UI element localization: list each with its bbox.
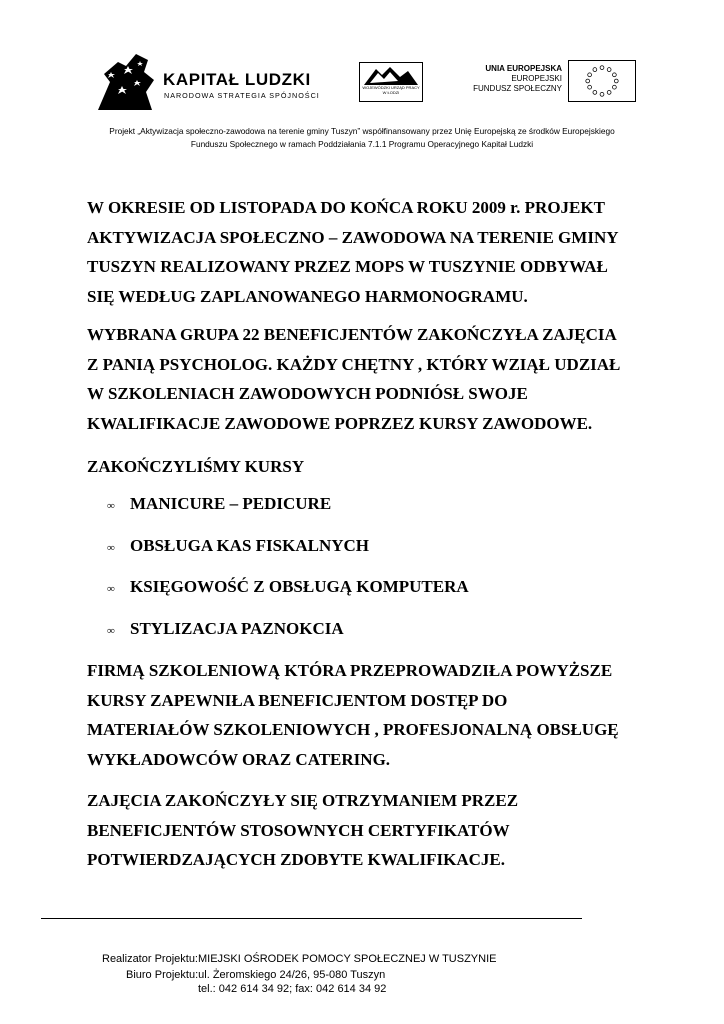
paragraph-3 bbox=[87, 656, 619, 774]
contact-line: tel.: 042 614 34 92; fax: 042 614 34 92 bbox=[198, 983, 387, 995]
bullet-icon: ∞ bbox=[107, 583, 115, 595]
paragraph-line: Z PANIĄ PSYCHOLOG. KAŻDY CHĘTNY , KTÓRY WZIĄŁ UDZIAŁ bbox=[87, 354, 621, 374]
kapital-ludzki-subtitle: NARODOWA STRATEGIA SPÓJNOŚCI bbox=[164, 91, 320, 100]
paragraph-line: KURSY ZAPEWNIŁA BENEFICJENTOM DOSTĘP DO bbox=[87, 690, 508, 710]
biuro-label: Biuro Projektu: bbox=[126, 969, 199, 981]
paragraph-line: WYBRANA GRUPA 22 BENEFICJENTÓW ZAKOŃCZYŁA ZAJĘCIA bbox=[87, 325, 617, 344]
course-item: KSIĘGOWOŚĆ Z OBSŁUGĄ KOMPUTERA bbox=[130, 577, 469, 596]
wup-logo-text: WOJEWÓDZKI URZĄD PRACY W ŁODZI bbox=[362, 85, 420, 95]
paragraph-line: SIĘ WEDŁUG ZAPLANOWANEGO HARMONOGRAMU. bbox=[87, 286, 528, 306]
paragraph-1 bbox=[87, 193, 619, 311]
eu-flag-icon bbox=[568, 60, 636, 102]
courses-heading: ZAKOŃCZYLIŚMY KURSY bbox=[87, 457, 305, 476]
kapital-ludzki-title: KAPITAŁ LUDZKI bbox=[163, 70, 311, 89]
eu-fund-label-2: FUNDUSZ SPOŁECZNY bbox=[473, 84, 562, 93]
project-description-line-2: Funduszu Społecznego w ramach Poddziałania 7.1.1 Programu Operacyjnego Kapitał Ludzki bbox=[190, 139, 534, 149]
biuro-value: ul. Żeromskiego 24/26, 95-080 Tuszyn bbox=[198, 969, 386, 981]
biuro-line bbox=[126, 969, 385, 981]
paragraph-line: W SZKOLENIACH ZAWODOWYCH PODNIÓSŁ SWOJE bbox=[87, 384, 528, 403]
bullet-icon: ∞ bbox=[107, 500, 115, 512]
project-description-line-1: Projekt „Aktywizacja społeczno-zawodowa na terenie gminy Tuszyn” współfinansowany przez Unię Europejską ze środków Europejskiego bbox=[109, 126, 615, 136]
paragraph-line: POTWIERDZAJĄCYCH ZDOBYTE KWALIFIKACJE. bbox=[87, 850, 505, 869]
paragraph-line: W OKRESIE OD LISTOPADA DO KOŃCA ROKU 2009 r. PROJEKT bbox=[87, 198, 605, 217]
course-item: MANICURE – PEDICURE bbox=[130, 494, 332, 513]
eu-fund-label-1: EUROPEJSKI bbox=[511, 74, 562, 83]
paragraph-line: MATERIAŁÓW SZKOLENIOWYCH , PROFESJONALNĄ OBSŁUGĘ bbox=[87, 720, 619, 739]
wup-logo-icon bbox=[359, 62, 423, 102]
eu-union-label: UNIA EUROPEJSKA bbox=[485, 64, 562, 73]
kapital-ludzki-logo-icon bbox=[96, 52, 158, 110]
eu-text-block bbox=[466, 64, 562, 94]
course-item: STYLIZACJA PAZNOKCIA bbox=[130, 619, 344, 638]
realizator-label: Realizator Projektu: bbox=[102, 953, 198, 965]
paragraph-line: KWALIFIKACJE ZAWODOWE POPRZEZ KURSY ZAWODOWE. bbox=[87, 413, 593, 433]
paragraph-line: WYKŁADOWCÓW ORAZ CATERING. bbox=[87, 749, 391, 769]
course-item: OBSŁUGA KAS FISKALNYCH bbox=[130, 536, 369, 555]
footer-divider bbox=[41, 918, 582, 919]
paragraph-line: TUSZYN REALIZOWANY PRZEZ MOPS W TUSZYNIE ODBYWAŁ bbox=[87, 257, 608, 276]
paragraph-line: ZAJĘCIA ZAKOŃCZYŁY SIĘ OTRZYMANIEM PRZEZ bbox=[87, 791, 519, 810]
bullet-icon: ∞ bbox=[107, 542, 115, 554]
bullet-icon: ∞ bbox=[107, 625, 115, 637]
paragraph-2 bbox=[87, 320, 620, 438]
paragraph-4 bbox=[87, 786, 518, 875]
paragraph-line: AKTYWIZACJA SPOŁECZNO – ZAWODOWA NA TERENIE GMINY bbox=[87, 227, 619, 247]
realizator-value: MIEJSKI OŚRODEK POMOCY SPOŁECZNEJ W TUSZYNIE bbox=[198, 953, 497, 965]
paragraph-line: FIRMĄ SZKOLENIOWĄ KTÓRA PRZEPROWADZIŁA POWYŻSZE bbox=[87, 661, 613, 680]
realizator-line bbox=[102, 953, 496, 965]
paragraph-line: BENEFICJENTÓW STOSOWNYCH CERTYFIKATÓW bbox=[87, 820, 510, 840]
